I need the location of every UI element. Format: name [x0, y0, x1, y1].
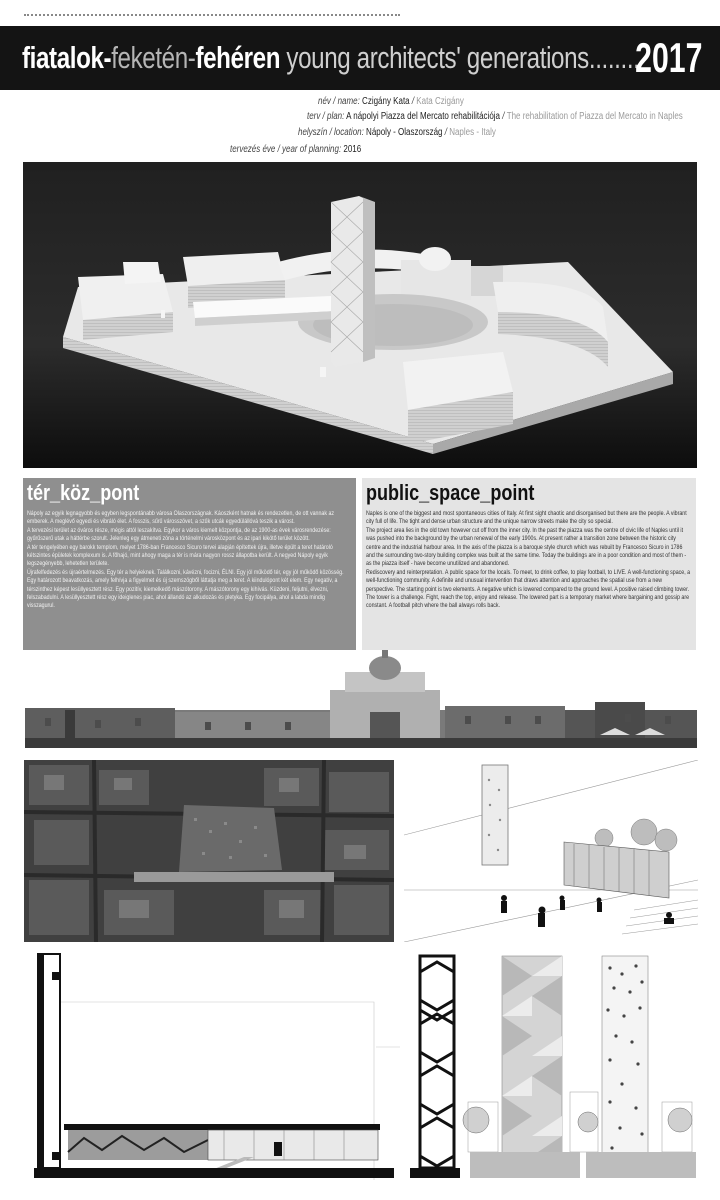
meta-location-sep: / — [442, 127, 450, 138]
meta-plan-value: A nápolyi Piazza del Mercato rehabilitációja — [344, 111, 501, 122]
panorama-drawing — [25, 650, 697, 750]
tower-elevations — [410, 952, 700, 1180]
model-photo — [23, 162, 697, 468]
meta-plan — [307, 111, 683, 123]
paragraph-hu-4: Újrafelfedezés és újraértelmezés. Egy tér a helyieknek. Találkozni, kávézni, focizni, ÉLNI. Egy jól működő tér, egy jól működő közösség. Egy határozott beavatkozás, amely felhívja a figyelmet és új szemszögből láttatja meg a teret. A kiindulópont két elem. Egy negatív, a térszinthez képest lesüllyesztett rész. Egy pozitív, kiemelkedő mászótorony. A mászótorony egy kihívás. Küzdeni, feljutni, élvezni, felszabadulni. A lesüllyesztett rész egy ideiglenes piac, ahol állandó az alkudozás és pletyka. Egy focipálya, ahol a labda mindig visszagurul. — [27, 568, 344, 610]
meta-plan-label: terv / plan: — [307, 111, 345, 122]
street-panorama — [25, 650, 697, 750]
meta-name-value: Czigány Kata — [359, 96, 410, 107]
banner-year: 2017 — [634, 34, 702, 81]
meta-year-value: 2016 — [341, 144, 362, 155]
text-box-hungarian — [23, 478, 356, 650]
tower-elevations-svg — [410, 952, 700, 1180]
section-long-svg — [24, 952, 400, 1180]
banner-title — [22, 38, 639, 78]
aerial-view — [24, 760, 394, 942]
meta-location-label: helyszín / location: — [298, 127, 364, 138]
meta-name-sep: / — [409, 96, 417, 107]
meta-plan-sep: / — [500, 111, 507, 122]
heading-hu: tér_köz_pont — [27, 480, 140, 505]
perspective-svg — [404, 760, 698, 942]
title-hu-fiatalok: fiatalok- — [22, 40, 112, 75]
meta-plan-en: The rehabilitation of Piazza del Mercato in Naples — [506, 111, 683, 122]
aerial-drawing — [24, 760, 394, 942]
body-en — [366, 510, 692, 611]
body-hu — [27, 510, 353, 611]
model-photo-drawing — [23, 162, 697, 468]
meta-name-en: Kata Czigány — [416, 96, 464, 107]
meta-location-en: Naples - Italy — [449, 127, 496, 138]
meta-location — [298, 127, 496, 139]
title-banner — [0, 26, 720, 90]
meta-name-label: név / name: — [318, 96, 360, 107]
meta-year-label: tervezés éve / year of planning: — [230, 144, 342, 155]
title-hu-feketen: feketén- — [111, 40, 196, 75]
meta-location-value: Nápoly - Olaszország — [363, 127, 443, 138]
paragraph-en-2: The project area lies in the old town however cut off from the inner city. In the past the piazza was the centre of civic life of Naples until it was pushed into the background by the urban renewal of the early 1900s. At present rather a transition zone between the historic city centre and the industrial harbour area. In the axis of the piazza is a baroque style church which was rebuilt by Francesco Sicuro in 1786 and the surrounding two-story building complex was built at the same time. Today the buildings are in a poor condition and most of them - as the piazza itself - have become unutilized and abandoned. — [366, 526, 687, 568]
paragraph-en-1: Naples is one of the biggest and most spontaneous cities of Italy. At first sight chaotic and disorganised but there are the people. A vibrant city full of life. The tight and dense urban structure and the unique narrow streets make the city so special. — [366, 510, 687, 526]
paragraph-hu-3: A tér tengelyében egy barokk templom, melyet 1786-ban Francesco Sicuro tervei alapján építettek újra, illetve épült a teret határoló kétszintes épületek komplexum is. A főhajó, mint ahogy maga a tér is mára nagyon rossz állapotba került. A negyed Nápoly egyik legszegényebb, lehetetlen területe. — [27, 543, 333, 568]
meta-name — [318, 96, 464, 108]
meta-year — [230, 144, 361, 156]
perspective-drawing — [404, 760, 698, 942]
heading-en: public_space_point — [366, 480, 535, 505]
paragraph-hu-1: Nápoly az egyik legnagyobb és egyben legspontánabb városa Olaszországnak. Káoszként hatnak és rendezetlen, de ott vannak az emberek. A meglévő egyedi és vibráló élet. A fosszis, sűrű városszövet, a szűk utcák egyedülállóvá teszik a várost. — [27, 510, 335, 526]
paragraph-hu-2: A tervezési terület az óváros része, mégis attól leszakítva. Egykor a város kiemelt központja, de az 1900-as évek városrendezése: gyűrűszerű utak a háttérbe szorult. Jelenleg egy átmeneti zóna a történelmi városközpont és az ipari kikötő terület között. — [27, 526, 331, 543]
title-en: young architects' generations........ — [280, 40, 640, 75]
dotted-rule — [24, 14, 400, 16]
section-drawing-long — [24, 952, 400, 1180]
text-box-english — [362, 478, 696, 650]
title-hu-feheren: fehéren — [195, 40, 281, 75]
paragraph-en-3: Rediscovery and reinterpretation. A public space for the locals. To meet, to drink coffee, to play football, to LIVE. A well-functioning space, a well-functioning community. A definite and unusual intervention that draws attention and approaches the spatial use from a new perspective. The starting point is two elements. A negative which is lowered compared to the ground level. A positive raised climbing tower. The tower is a challenge. Fight, reach the top, enjoy and release. The lowered part is a temporary market where bargaining and gossip are constant. A football pitch where the ball always rolls back. — [366, 568, 691, 610]
